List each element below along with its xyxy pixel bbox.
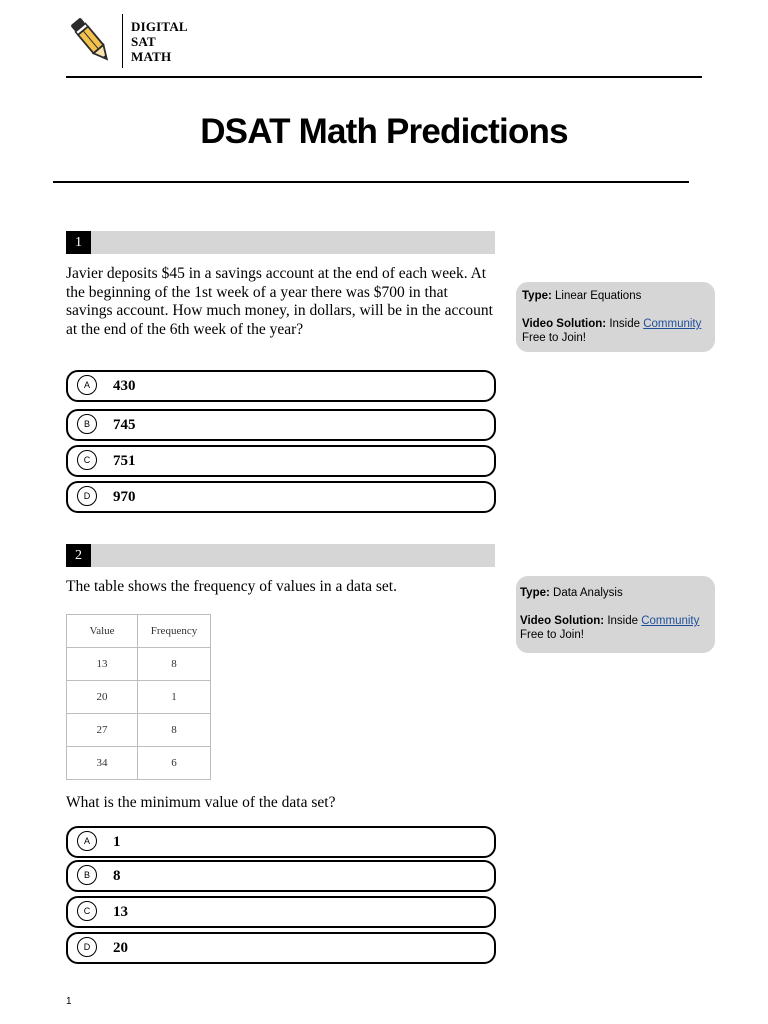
- question-1-header: [66, 231, 495, 254]
- table-row: [67, 747, 211, 780]
- table-cell: 6: [138, 747, 211, 780]
- header-rule: [66, 76, 702, 78]
- video-text: Inside: [609, 318, 641, 330]
- choice-value: 430: [113, 378, 136, 394]
- question-1-info-box: [516, 282, 715, 352]
- choice-value: 20: [113, 940, 128, 956]
- question-1-choice-d[interactable]: [66, 481, 496, 513]
- choice-value: 745: [113, 417, 136, 433]
- type-line: [520, 586, 711, 600]
- question-1-choice-b[interactable]: [66, 409, 496, 441]
- table-row: [67, 681, 211, 714]
- join-text: Free to Join!: [520, 629, 584, 641]
- join-text: Free to Join!: [522, 332, 586, 344]
- logo-line: DIGITAL: [131, 18, 188, 34]
- question-1-text: Javier deposits $45 in a savings account at the end of each week. At the beginning of the 1st week of a year there was $700 in that savings account. How much money, in dollars, will be in the account at the end of the 6th week of the year?: [66, 265, 493, 338]
- community-link[interactable]: Community: [643, 318, 702, 330]
- table-row: [67, 648, 211, 681]
- table-header: Value: [67, 615, 138, 648]
- frequency-table: [66, 614, 211, 780]
- video-text: Inside: [607, 615, 639, 627]
- question-2-choice-c[interactable]: [66, 896, 496, 928]
- table-cell: 8: [138, 714, 211, 747]
- video-label: Video Solution:: [522, 318, 607, 330]
- question-2-text: The table shows the frequency of values in a data set.: [66, 578, 397, 595]
- video-label: Video Solution:: [520, 615, 605, 627]
- table-row: [67, 714, 211, 747]
- logo-divider: [122, 14, 123, 68]
- page-number: 1: [66, 996, 72, 1007]
- table-cell: 27: [67, 714, 138, 747]
- logo: [64, 14, 188, 68]
- choice-value: 8: [113, 868, 121, 884]
- logo-line: SAT: [131, 33, 156, 49]
- pencil-icon: [64, 14, 118, 68]
- video-line: [522, 317, 709, 331]
- choice-value: 1: [113, 834, 121, 850]
- choice-letter: A: [77, 831, 97, 851]
- question-number: 1: [66, 231, 91, 254]
- choice-letter: A: [77, 375, 97, 395]
- question-2-prompt: What is the minimum value of the data set?: [66, 794, 336, 811]
- table-cell: 1: [138, 681, 211, 714]
- type-value: Linear Equations: [555, 290, 642, 302]
- table-header-row: [67, 615, 211, 648]
- table-cell: 13: [67, 648, 138, 681]
- question-2-info-box: [516, 576, 715, 653]
- choice-letter: C: [77, 901, 97, 921]
- table-cell: 20: [67, 681, 138, 714]
- choice-letter: D: [77, 486, 97, 506]
- video-line: [520, 614, 711, 628]
- page-title: DSAT Math Predictions: [200, 112, 568, 151]
- type-value: Data Analysis: [553, 587, 623, 599]
- question-2-header: [66, 544, 495, 567]
- type-line: [522, 289, 709, 303]
- choice-value: 751: [113, 453, 136, 469]
- title-rule: [53, 181, 689, 183]
- question-2-choice-a[interactable]: [66, 826, 496, 858]
- logo-line: MATH: [131, 48, 172, 64]
- question-1-choice-c[interactable]: [66, 445, 496, 477]
- community-link[interactable]: Community: [641, 615, 700, 627]
- choice-letter: D: [77, 937, 97, 957]
- choice-value: 970: [113, 489, 136, 505]
- question-2-choice-b[interactable]: [66, 860, 496, 892]
- table-cell: 8: [138, 648, 211, 681]
- type-label: Type:: [520, 587, 550, 599]
- question-1-choice-a[interactable]: [66, 370, 496, 402]
- logo-text: [131, 19, 188, 64]
- type-label: Type:: [522, 290, 552, 302]
- choice-letter: B: [77, 414, 97, 434]
- question-number: 2: [66, 544, 91, 567]
- question-2-choice-d[interactable]: [66, 932, 496, 964]
- table-cell: 34: [67, 747, 138, 780]
- choice-letter: C: [77, 450, 97, 470]
- table-header: Frequency: [138, 615, 211, 648]
- choice-letter: B: [77, 865, 97, 885]
- choice-value: 13: [113, 904, 128, 920]
